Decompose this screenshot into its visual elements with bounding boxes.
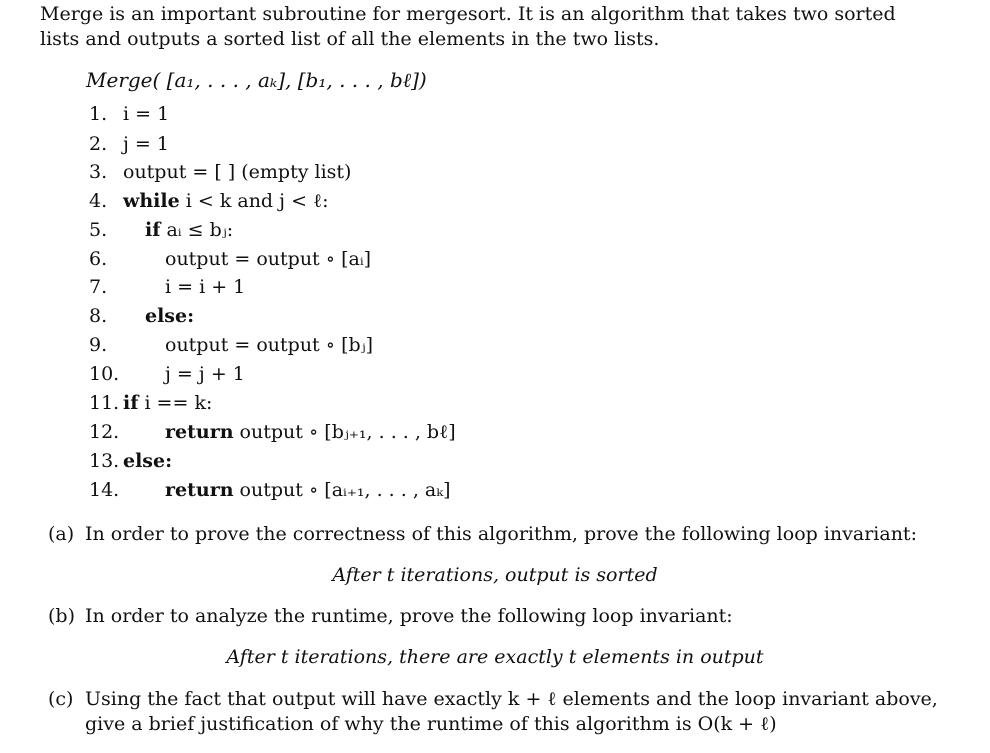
line-number: 5. (89, 219, 108, 241)
line-code (123, 447, 172, 475)
line-number: 4. (89, 190, 108, 212)
part-b-invariant: After t iterations, there are exactly t elements in output (226, 646, 764, 668)
line-code (165, 273, 245, 301)
line-number: 9. (89, 334, 108, 356)
line-text: i < k and j < ℓ: (179, 190, 329, 212)
line-text: j = j + 1 (165, 363, 245, 385)
part-a (48, 522, 968, 547)
line-keyword: if (145, 219, 161, 241)
line-text: j = 1 (123, 133, 169, 155)
part-b (48, 604, 968, 629)
line-text: i = i + 1 (165, 276, 246, 298)
line-code (123, 158, 351, 186)
line-number: 3. (89, 161, 108, 183)
algorithm-line (89, 360, 245, 388)
part-c (48, 687, 968, 737)
line-number: 1. (89, 103, 108, 125)
line-number: 14. (89, 479, 120, 501)
line-number: 7. (89, 276, 108, 298)
line-text: output ∘ [bⱼ₊₁, . . . , bℓ] (233, 421, 456, 443)
line-code (123, 187, 329, 215)
part-b-label: (b) (48, 605, 75, 627)
algorithm-line (89, 302, 195, 330)
line-text: i = 1 (123, 103, 170, 125)
line-code (123, 389, 212, 417)
part-a-text: In order to prove the correctness of this algorithm, prove the following loop invariant: (85, 523, 917, 545)
line-number: 6. (89, 248, 108, 270)
line-keyword: return (165, 479, 234, 501)
algorithm-line (89, 331, 374, 359)
algorithm-line (89, 187, 329, 215)
line-keyword: else: (145, 305, 195, 327)
algorithm-arguments: [a₁, . . . , aₖ], [b₁, . . . , bℓ]) (160, 68, 427, 92)
line-code (165, 418, 456, 446)
line-code (145, 302, 194, 330)
algorithm-line (89, 245, 372, 273)
line-code (123, 100, 169, 128)
algorithm-line (89, 216, 234, 244)
algorithm-line (89, 100, 170, 128)
algorithm-line (89, 130, 169, 158)
line-number: 8. (89, 305, 108, 327)
algorithm-line (89, 418, 456, 446)
line-text: output ∘ [aᵢ₊₁, . . . , aₖ] (233, 479, 451, 501)
intro-paragraph (40, 2, 940, 52)
line-number: 13. (89, 450, 120, 472)
line-code (165, 476, 451, 504)
line-text: output = output ∘ [aᵢ] (165, 248, 372, 270)
line-text: aᵢ ≤ bⱼ: (160, 219, 234, 241)
line-keyword: else: (123, 450, 173, 472)
line-code (123, 130, 169, 158)
part-b-text: In order to analyze the runtime, prove the following loop invariant: (85, 605, 733, 627)
part-c-label: (c) (48, 688, 74, 710)
algorithm-line (89, 158, 352, 186)
algorithm-title (86, 68, 427, 93)
line-text: output = [ ] (empty list) (123, 161, 352, 183)
line-code (165, 360, 245, 388)
line-keyword: if (123, 392, 139, 414)
algorithm-line (89, 389, 213, 417)
line-code (165, 331, 373, 359)
line-number: 10. (89, 363, 120, 385)
line-number: 11. (89, 392, 120, 414)
intro-line-1: Merge is an important subroutine for mergesort. It is an algorithm that takes two sorted (40, 3, 896, 25)
line-keyword: return (165, 421, 234, 443)
part-c-text: Using the fact that output will have exactly k + ℓ elements and the loop invariant above, give a brief justification of why the runtime of this algorithm is O(k + ℓ) (85, 688, 938, 735)
line-text: output = output ∘ [bⱼ] (165, 334, 374, 356)
part-a-label: (a) (48, 523, 75, 545)
algorithm-line (89, 273, 246, 301)
part-a-invariant: After t iterations, output is sorted (332, 564, 658, 586)
line-keyword: while (123, 190, 180, 212)
intro-line-2: lists and outputs a sorted list of all the elements in the two lists. (40, 28, 660, 50)
line-number: 12. (89, 421, 120, 443)
line-code (165, 245, 371, 273)
algorithm-name: Merge( (86, 68, 161, 92)
algorithm-line (89, 476, 451, 504)
line-text: i == k: (138, 392, 213, 414)
line-number: 2. (89, 133, 108, 155)
algorithm-line (89, 447, 173, 475)
line-code (145, 216, 233, 244)
